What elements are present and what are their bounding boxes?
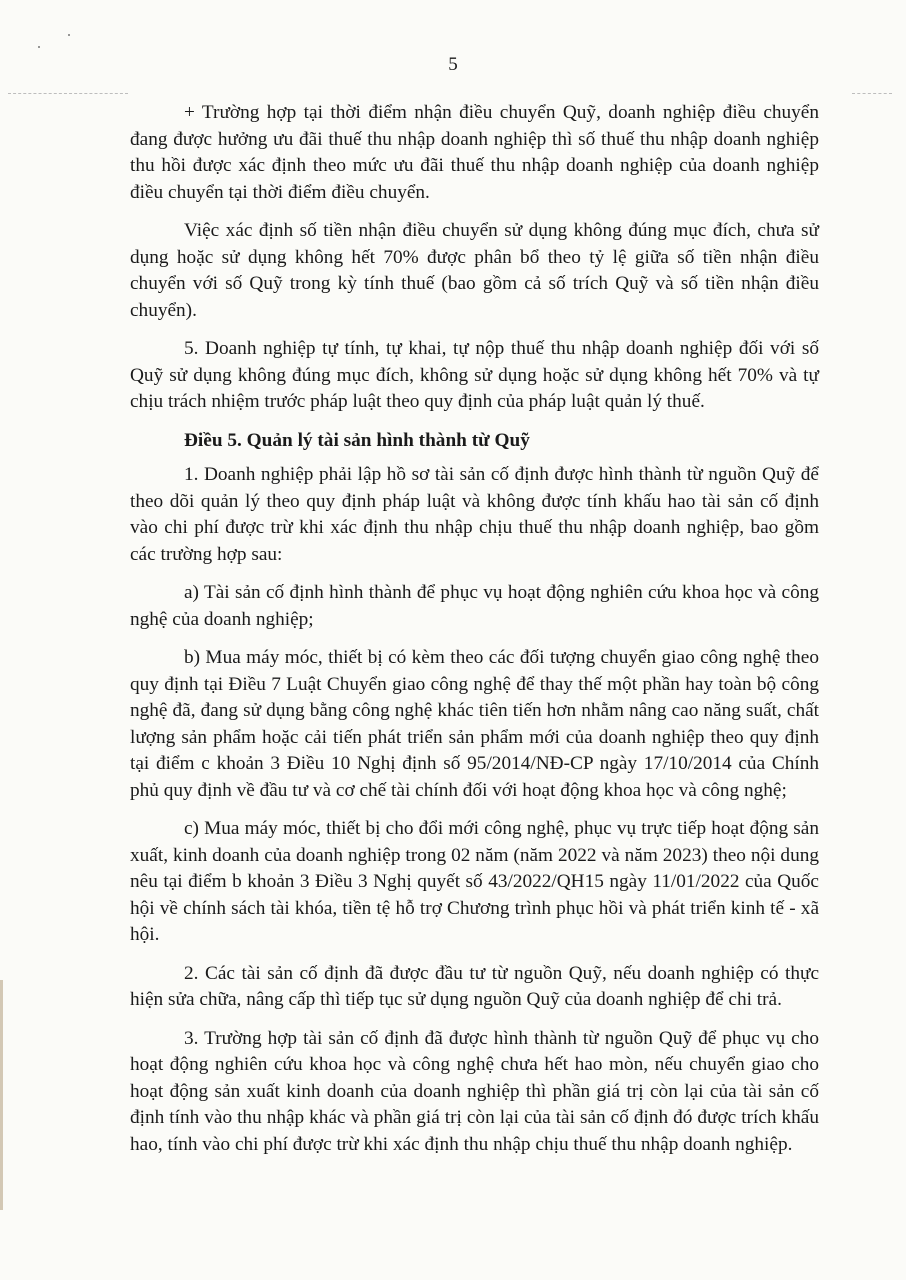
document-body [130, 100, 819, 1170]
paragraph-point-c: c) Mua máy móc, thiết bị cho đổi mới công nghệ, phục vụ trực tiếp hoạt động sản xuất, kinh doanh của doanh nghiệp trong 02 năm (năm 2022 và năm 2023) theo nội dung nêu tại điểm b khoản 3 Điều 3 Nghị quyết số 43/2022/QH15 ngày 11/01/2022 của Quốc hội về chính sách tài khóa, tiền tệ hỗ trợ Chương trình phục hồi và phát triển kinh tế - xã hội. [130, 818, 819, 945]
paragraph-article-5-clause-3: 3. Trường hợp tài sản cố định đã được hình thành từ nguồn Quỹ để phục vụ cho hoạt động nghiên cứu khoa học và công nghệ chưa hết hao mòn, nếu chuyển giao cho hoạt động sản xuất kinh doanh của doanh nghiệp thì phần giá trị còn lại của tài sản cố định tính vào thu nhập khác và phần giá trị còn lại của tài sản cố định đó được trích khấu hao, tính vào chi phí được trừ khi xác định thu nhập chịu thuế thu nhập doanh nghiệp. [130, 1027, 819, 1155]
scan-speck [38, 46, 40, 48]
paragraph-point-a: a) Tài sản cố định hình thành để phục vụ hoạt động nghiên cứu khoa học và công nghệ của doanh nghiệp; [130, 582, 819, 630]
paragraph-article-5-clause-2: 2. Các tài sản cố định đã được đầu tư từ nguồn Quỹ, nếu doanh nghiệp có thực hiện sửa chữa, nâng cấp thì tiếp tục sử dụng nguồn Quỹ của doanh nghiệp để chi trả. [130, 962, 819, 1010]
paragraph-transfer-incentive: + Trường hợp tại thời điểm nhận điều chuyển Quỹ, doanh nghiệp điều chuyển đang được hưởng ưu đãi thuế thu nhập doanh nghiệp thì số thuế thu nhập doanh nghiệp thu hồi được xác định theo mức ưu đãi thuế thu nhập doanh nghiệp của doanh nghiệp điều chuyển tại thời điểm điều chuyển. [130, 102, 819, 203]
scan-artifact-right [852, 93, 892, 94]
page-number: 5 [448, 54, 458, 75]
article-5-heading: Điều 5. Quản lý tài sản hình thành từ Quỹ [184, 429, 530, 451]
paragraph-article-5-clause-1: 1. Doanh nghiệp phải lập hồ sơ tài sản cố định được hình thành từ nguồn Quỹ để theo dõi quản lý theo quy định pháp luật và không được tính khấu hao tài sản cố định vào chi phí được trừ khi xác định thu nhập chịu thuế thu nhập doanh nghiệp, bao gồm các trường hợp sau: [130, 464, 819, 565]
paragraph-transfer-allocation: Việc xác định số tiền nhận điều chuyển sử dụng không đúng mục đích, chưa sử dụng hoặc sử dụng không hết 70% được phân bổ theo tỷ lệ giữa số tiền nhận điều chuyển với số Quỹ trong kỳ tính thuế (bao gồm cả số trích Quỹ và số tiền nhận điều chuyển). [130, 220, 819, 321]
scan-edge-mark [0, 980, 3, 1210]
scan-speck [68, 34, 70, 36]
paragraph-point-b: b) Mua máy móc, thiết bị có kèm theo các đối tượng chuyển giao công nghệ theo quy định tại Điều 7 Luật Chuyển giao công nghệ để thay thế một phần hay toàn bộ công nghệ đã, đang sử dụng bằng công nghệ khác tiên tiến hơn nhằm nâng cao năng suất, chất lượng sản phẩm hoặc cải tiến phát triển sản phẩm mới của doanh nghiệp theo quy định tại điểm c khoản 3 Điều 10 Nghị định số 95/2014/NĐ-CP ngày 17/10/2014 của Chính phủ quy định về đầu tư và cơ chế tài chính đối với hoạt động khoa học và công nghệ; [130, 647, 819, 801]
paragraph-clause-5: 5. Doanh nghiệp tự tính, tự khai, tự nộp thuế thu nhập doanh nghiệp đối với số Quỹ sử dụng không đúng mục đích, không sử dụng hoặc sử dụng không hết 70% và tự chịu trách nhiệm trước pháp luật theo quy định của pháp luật quản lý thuế. [130, 338, 819, 412]
scan-artifact-left [8, 93, 128, 94]
